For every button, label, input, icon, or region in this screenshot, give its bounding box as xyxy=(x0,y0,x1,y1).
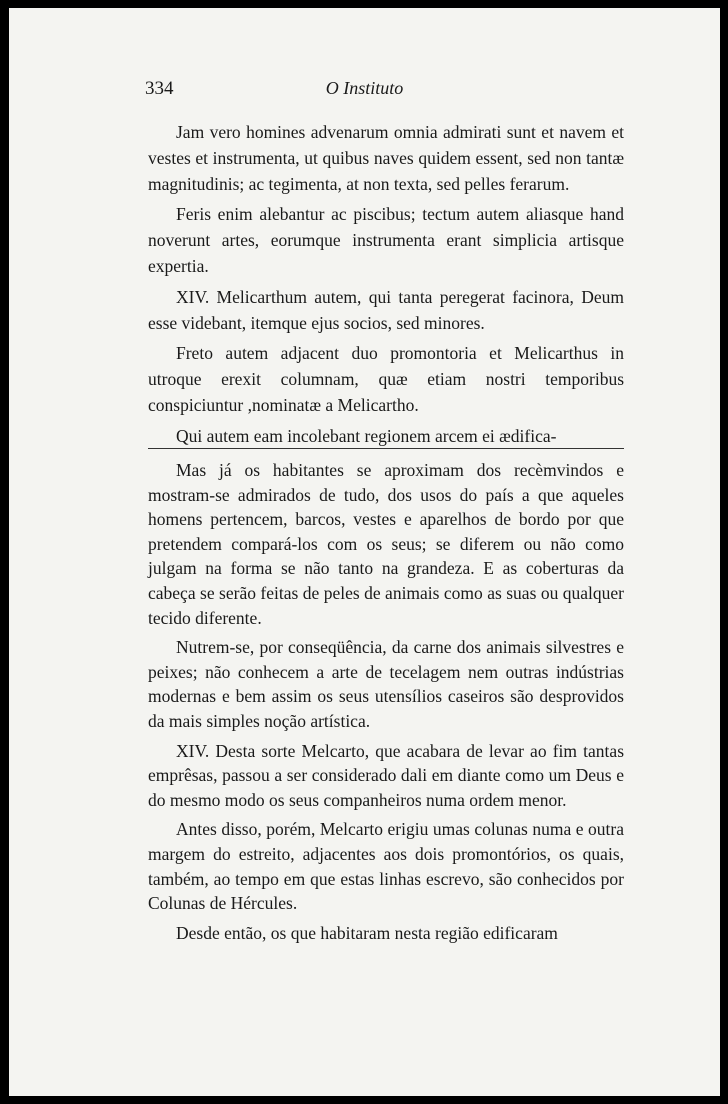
portuguese-paragraph: Mas já os habitantes se aproximam dos recèmvindos e mostram-se admirados de tudo, dos usos do país a que aqueles homens pertencem, barcos, vestes e aparelhos de bordo por que pretendem compará-los com os seus; se diferem ou não como julgam na forma se não tanto na grandeza. E as coberturas da cabeça se serão feitas de peles de animais como as suas ou qualquer tecido diferente. xyxy=(148,460,624,628)
running-title: O Instituto xyxy=(325,78,404,98)
latin-paragraph: XIV. Melicarthum autem, qui tanta peregerat facinora, Deum esse videbant, itemque ejus socios, sed minores. xyxy=(148,286,624,333)
portuguese-text-block xyxy=(148,458,624,945)
section-divider xyxy=(148,448,624,449)
latin-text-block xyxy=(148,120,624,450)
portuguese-paragraph: Antes disso, porém, Melcarto erigiu umas colunas numa e outra margem do estreito, adjacentes aos dois promontórios, os quais, também, ao tempo em que estas linhas escrevo, são conhecidos por Colunas de Hércules. xyxy=(148,819,624,914)
portuguese-paragraph: XIV. Desta sorte Melcarto, que acabara de levar ao fim tantas emprêsas, passou a ser considerado dali em diante como um Deus e do mesmo modo os seus companheiros numa ordem menor. xyxy=(148,740,624,810)
latin-paragraph: Qui autem eam incolebant regionem arcem ei ædifica- xyxy=(176,425,557,446)
portuguese-paragraph: Desde então, os que habitaram nesta região edificaram xyxy=(176,922,558,943)
page-header xyxy=(9,78,720,108)
latin-paragraph: Feris enim alebantur ac piscibus; tectum autem aliasque hand noverunt artes, eorumque instrumenta erant simplicia artisque expertia. xyxy=(148,204,624,276)
latin-paragraph: Freto autem adjacent duo promontoria et Melicarthus in utroque erexit columnam, quæ etiam nostri temporibus conspiciuntur ,nominatæ a Melicartho. xyxy=(148,343,624,415)
portuguese-paragraph: Nutrem-se, por conseqüência, da carne dos animais silvestres e peixes; não conhecem a arte de tecelagem nem outras indústrias modernas e bem assim os seus utensílios caseiros são desprovidos da mais simples noção artística. xyxy=(148,637,624,731)
latin-paragraph: Jam vero homines advenarum omnia admirati sunt et navem et vestes et instrumenta, ut quibus naves quidem essent, sed non tantæ magnitudinis; ac tegimenta, at non texta, sed pelles ferarum. xyxy=(148,122,624,194)
book-page xyxy=(9,8,720,1096)
page-number: 334 xyxy=(145,78,174,99)
